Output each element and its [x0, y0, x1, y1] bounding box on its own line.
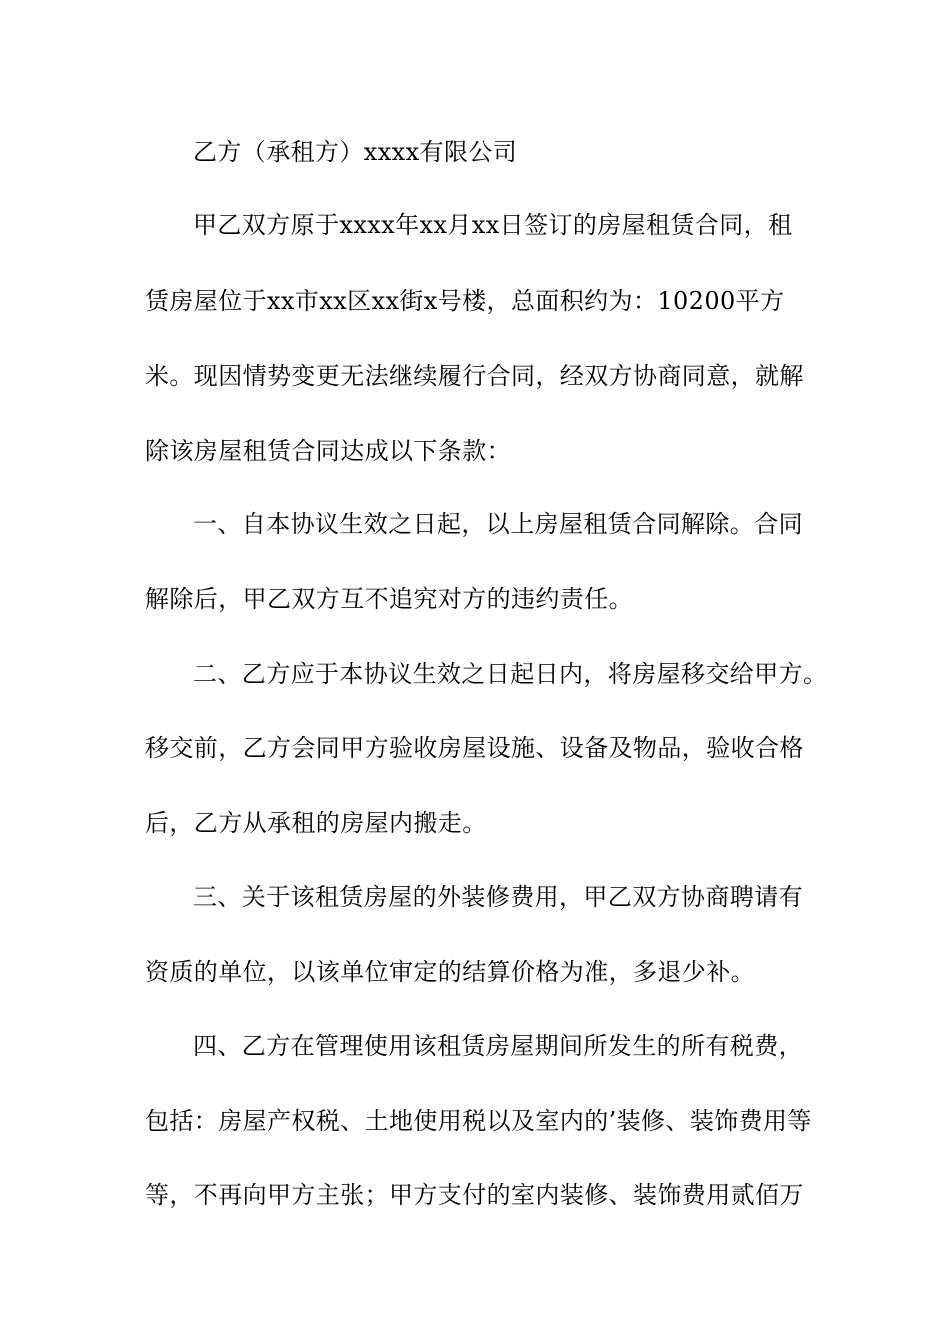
clause-4-line: 四、乙方在管理使用该租赁房屋期间所发生的所有税费，: [193, 1032, 803, 1060]
clause-1-line: 一、自本协议生效之日起，以上房屋租赁合同解除。合同: [193, 510, 803, 538]
clause-2-line: 二、乙方应于本协议生效之日起日内，将房屋移交给甲方。: [193, 660, 828, 688]
paragraph-line: 米。现因情势变更无法继续履行合同，经双方协商同意，就解: [145, 362, 804, 390]
paragraph-line: 甲乙双方原于xxxx年xx月xx日签订的房屋租赁合同，租: [193, 211, 793, 239]
paragraph-line: 赁房屋位于xx市xx区xx街x号楼，总面积约为：10200平方: [145, 287, 785, 315]
clause-2-line: 后，乙方从承租的房屋内搬走。: [145, 809, 487, 837]
clause-2-line: 移交前，乙方会同甲方验收房屋设施、设备及物品，验收合格: [145, 734, 804, 762]
paragraph-line: 除该房屋租赁合同达成以下条款：: [145, 437, 511, 465]
clause-4-line: 包括：房屋产权税、土地使用税以及室内的’装修、装饰费用等: [145, 1107, 812, 1135]
clause-4-line: 等，不再向甲方主张；甲方支付的室内装修、装饰费用贰佰万: [145, 1181, 804, 1209]
clause-3-line: 三、关于该租赁房屋的外装修费用，甲乙双方协商聘请有: [193, 883, 803, 911]
party-b-line: 乙方（承租方）xxxx有限公司: [193, 138, 518, 166]
clause-3-line: 资质的单位，以该单位审定的结算价格为准，多退少补。: [145, 958, 755, 986]
clause-1-line: 解除后，甲乙双方互不追究对方的违约责任。: [145, 585, 633, 613]
